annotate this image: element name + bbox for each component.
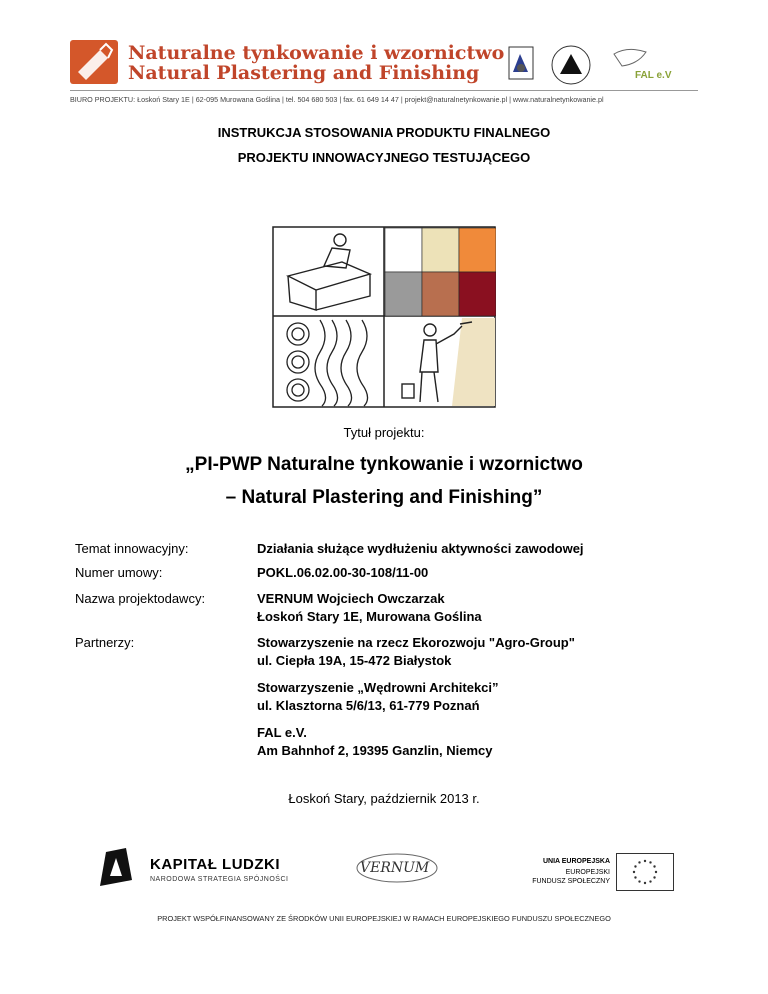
partner-address: Am Bahnhof 2, 19395 Ganzlin, Niemcy bbox=[257, 743, 493, 758]
partner-logo-wedrowni bbox=[546, 44, 596, 86]
eu-star bbox=[644, 882, 646, 884]
eu-star bbox=[649, 861, 651, 863]
funding-footer: PROJEKT WSPÓŁFINANSOWANY ZE ŚRODKÓW UNII EUROPEJSKIEJ W RAMACH EUROPEJSKIEGO FUNDUSZU SPOŁECZNEGO bbox=[157, 914, 611, 923]
originator-label: Nazwa projektodawcy: bbox=[75, 591, 206, 606]
colour-swatch bbox=[459, 272, 496, 316]
partner-name: FAL e.V. bbox=[257, 725, 307, 740]
colour-swatch bbox=[459, 228, 496, 272]
eu-star bbox=[634, 876, 636, 878]
colour-swatch bbox=[422, 228, 459, 272]
eu-star bbox=[633, 871, 635, 873]
eu-star bbox=[634, 865, 636, 867]
topic-label: Temat innowacyjny: bbox=[75, 541, 189, 556]
eu-star bbox=[638, 861, 640, 863]
contract-value: POKL.06.02.00-30-108/11-00 bbox=[257, 565, 429, 580]
partner-address: ul. Klasztorna 5/6/13, 61-779 Poznań bbox=[257, 698, 480, 713]
fal-logo-text: FAL e.V bbox=[635, 70, 672, 81]
project-title-line2: – Natural Plastering and Finishing” bbox=[225, 487, 543, 508]
kapital-ludzki-logo bbox=[96, 846, 136, 890]
partner-name: Stowarzyszenie „Wędrowni Architekci” bbox=[257, 680, 499, 695]
eu-star bbox=[653, 865, 655, 867]
document-heading-line1: INSTRUKCJA STOSOWANIA PRODUKTU FINALNEGO bbox=[217, 125, 551, 140]
efs-label-line1: EUROPEJSKI bbox=[565, 869, 610, 876]
project-logo-mark bbox=[70, 40, 118, 84]
kapital-ludzki-title: KAPITAŁ LUDZKI bbox=[150, 856, 281, 873]
eu-star bbox=[655, 871, 657, 873]
document-heading-line2: PROJEKTU INNOWACYJNEGO TESTUJĄCEGO bbox=[237, 150, 531, 165]
topic-value: Działania służące wydłużeniu aktywności zawodowej bbox=[257, 541, 584, 556]
eu-star bbox=[653, 876, 655, 878]
contract-label: Numer umowy: bbox=[75, 565, 163, 580]
eu-star bbox=[649, 880, 651, 882]
eu-star bbox=[638, 880, 640, 882]
colour-swatch bbox=[385, 272, 422, 316]
partner-name: Stowarzyszenie na rzecz Ekorozwoju "Agro-Group" bbox=[257, 635, 575, 650]
kapital-ludzki-subtitle: NARODOWA STRATEGIA SPÓJNOŚCI bbox=[150, 876, 289, 883]
project-title-line1: „PI-PWP Naturalne tynkowanie i wzornictwo bbox=[185, 454, 583, 475]
trowel-icon bbox=[70, 40, 118, 84]
eu-stars-icon bbox=[617, 854, 673, 890]
logo-title-pl: Naturalne tynkowanie i wzornictwo bbox=[128, 42, 505, 64]
header-divider bbox=[70, 90, 698, 91]
logo-title-en: Natural Plastering and Finishing bbox=[128, 62, 480, 84]
eu-flag bbox=[616, 853, 674, 891]
partners-label: Partnerzy: bbox=[75, 635, 135, 650]
place-and-date: Łoskoń Stary, październik 2013 r. bbox=[288, 791, 480, 806]
project-title-label: Tytuł projektu: bbox=[343, 425, 425, 440]
originator-address: Łoskoń Stary 1E, Murowana Goślina bbox=[257, 609, 482, 624]
colour-swatches bbox=[385, 228, 496, 316]
partner-address: ul. Ciepła 19A, 15-472 Białystok bbox=[257, 653, 452, 668]
ue-label: UNIA EUROPEJSKA bbox=[542, 858, 610, 865]
project-illustration bbox=[272, 226, 496, 408]
eu-star bbox=[644, 860, 646, 862]
efs-label-line2: FUNDUSZ SPOŁECZNY bbox=[532, 878, 610, 885]
partner-logo-agro bbox=[508, 46, 534, 80]
originator-name: VERNUM Wojciech Owczarzak bbox=[257, 591, 445, 606]
vernum-logo-text: VERNUM bbox=[360, 860, 430, 876]
colour-swatch bbox=[422, 272, 459, 316]
colour-swatch bbox=[385, 228, 422, 272]
project-office-contact: BIURO PROJEKTU: Łoskoń Stary 1E | 62-095 Murowana Goślina | tel. 504 680 503 | fax. 61 649 14 47 | projekt@naturalnetynkowanie.pl | www.naturalnetynkowanie.pl bbox=[70, 95, 604, 104]
